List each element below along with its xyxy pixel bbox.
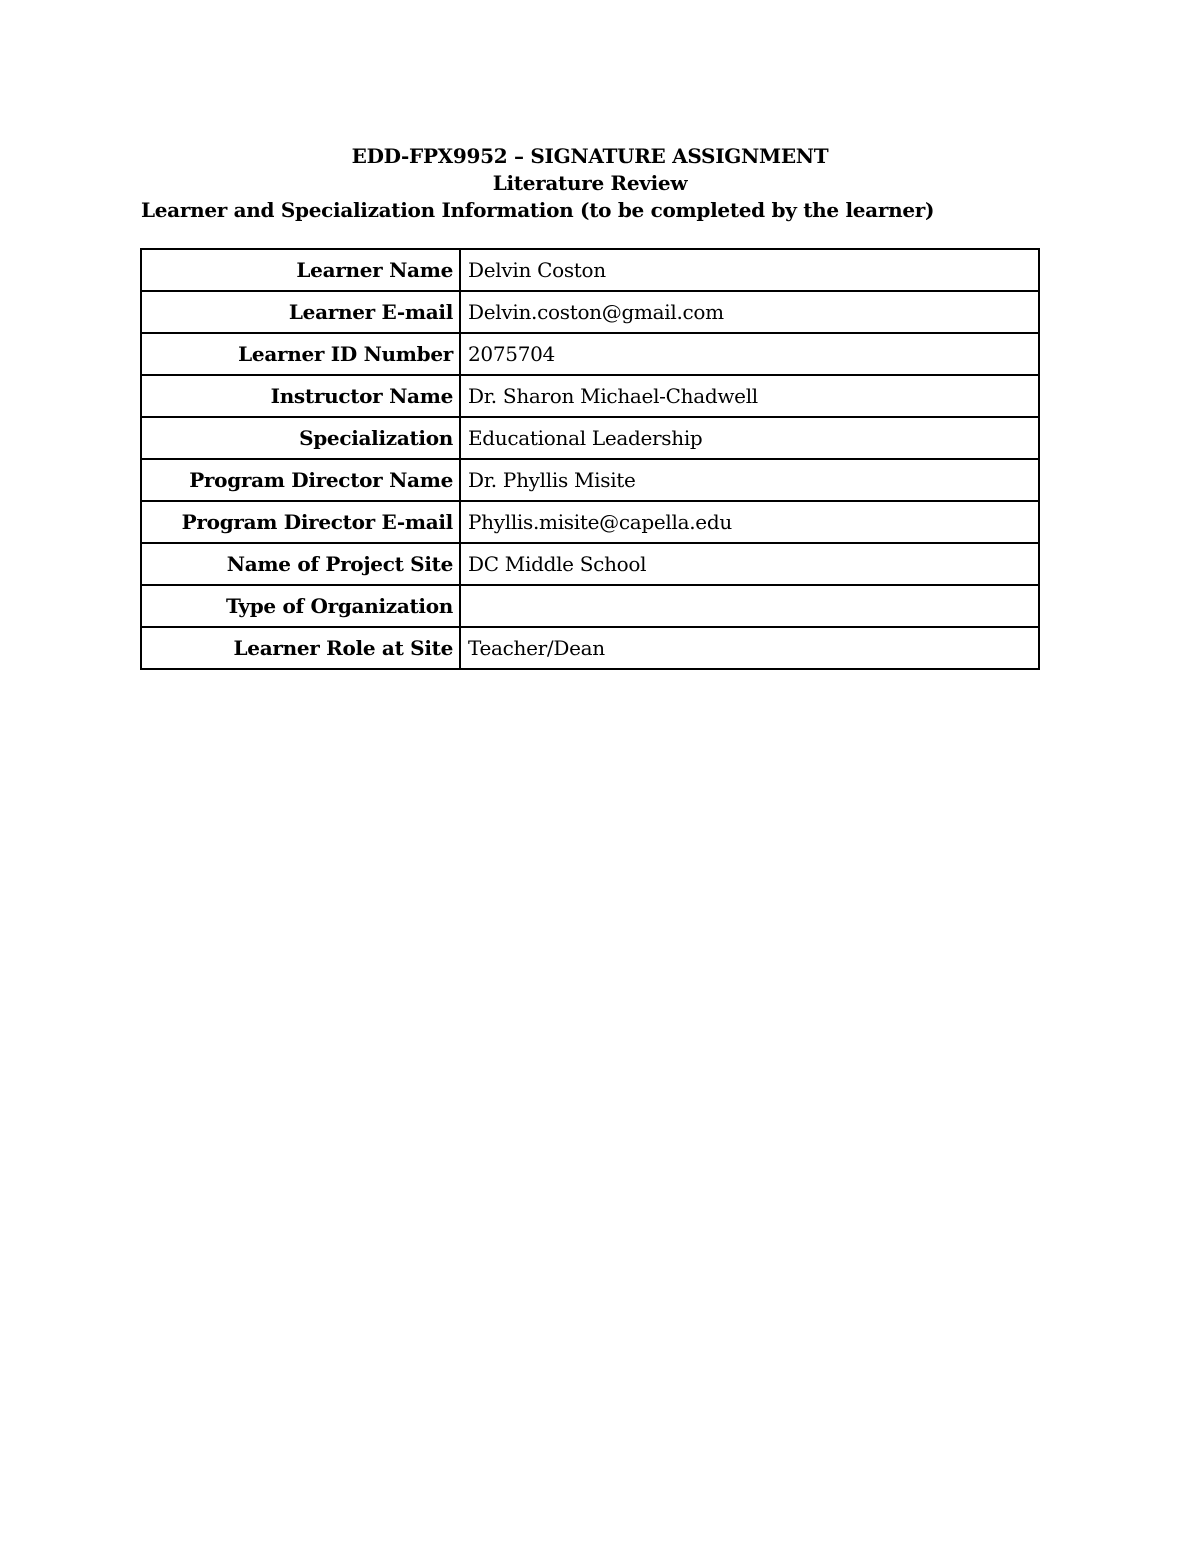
row-label: Program Director E-mail	[141, 501, 460, 543]
row-label: Learner E-mail	[141, 291, 460, 333]
document-title: EDD-FPX9952 – SIGNATURE ASSIGNMENT	[351, 144, 829, 168]
table-row-program-director-name	[141, 459, 1039, 501]
row-value: Phyllis.misite@capella.edu	[460, 501, 1039, 543]
table-row-learner-email	[141, 291, 1039, 333]
table-row-program-director-email	[141, 501, 1039, 543]
row-value: Teacher/Dean	[460, 627, 1039, 669]
row-value	[460, 585, 1039, 627]
table-row-learner-name	[141, 249, 1039, 291]
row-value: Dr. Phyllis Misite	[460, 459, 1039, 501]
row-label: Specialization	[141, 417, 460, 459]
table-row-specialization	[141, 417, 1039, 459]
row-label: Learner Role at Site	[141, 627, 460, 669]
row-label: Instructor Name	[141, 375, 460, 417]
row-value: Dr. Sharon Michael-Chadwell	[460, 375, 1039, 417]
row-label: Learner Name	[141, 249, 460, 291]
document-header	[141, 143, 1039, 224]
table-row-learner-role	[141, 627, 1039, 669]
row-value: Educational Leadership	[460, 417, 1039, 459]
row-value: Delvin.coston@gmail.com	[460, 291, 1039, 333]
row-label: Name of Project Site	[141, 543, 460, 585]
section-heading: Learner and Specialization Information (to be completed by the learner)	[141, 198, 935, 222]
row-label: Learner ID Number	[141, 333, 460, 375]
learner-info-table	[140, 248, 1040, 670]
row-value: 2075704	[460, 333, 1039, 375]
row-value: DC Middle School	[460, 543, 1039, 585]
row-value: Delvin Coston	[460, 249, 1039, 291]
row-label: Type of Organization	[141, 585, 460, 627]
table-row-project-site	[141, 543, 1039, 585]
row-label: Program Director Name	[141, 459, 460, 501]
table-row-organization-type	[141, 585, 1039, 627]
table-row-learner-id	[141, 333, 1039, 375]
table-row-instructor-name	[141, 375, 1039, 417]
document-subtitle: Literature Review	[492, 171, 688, 195]
